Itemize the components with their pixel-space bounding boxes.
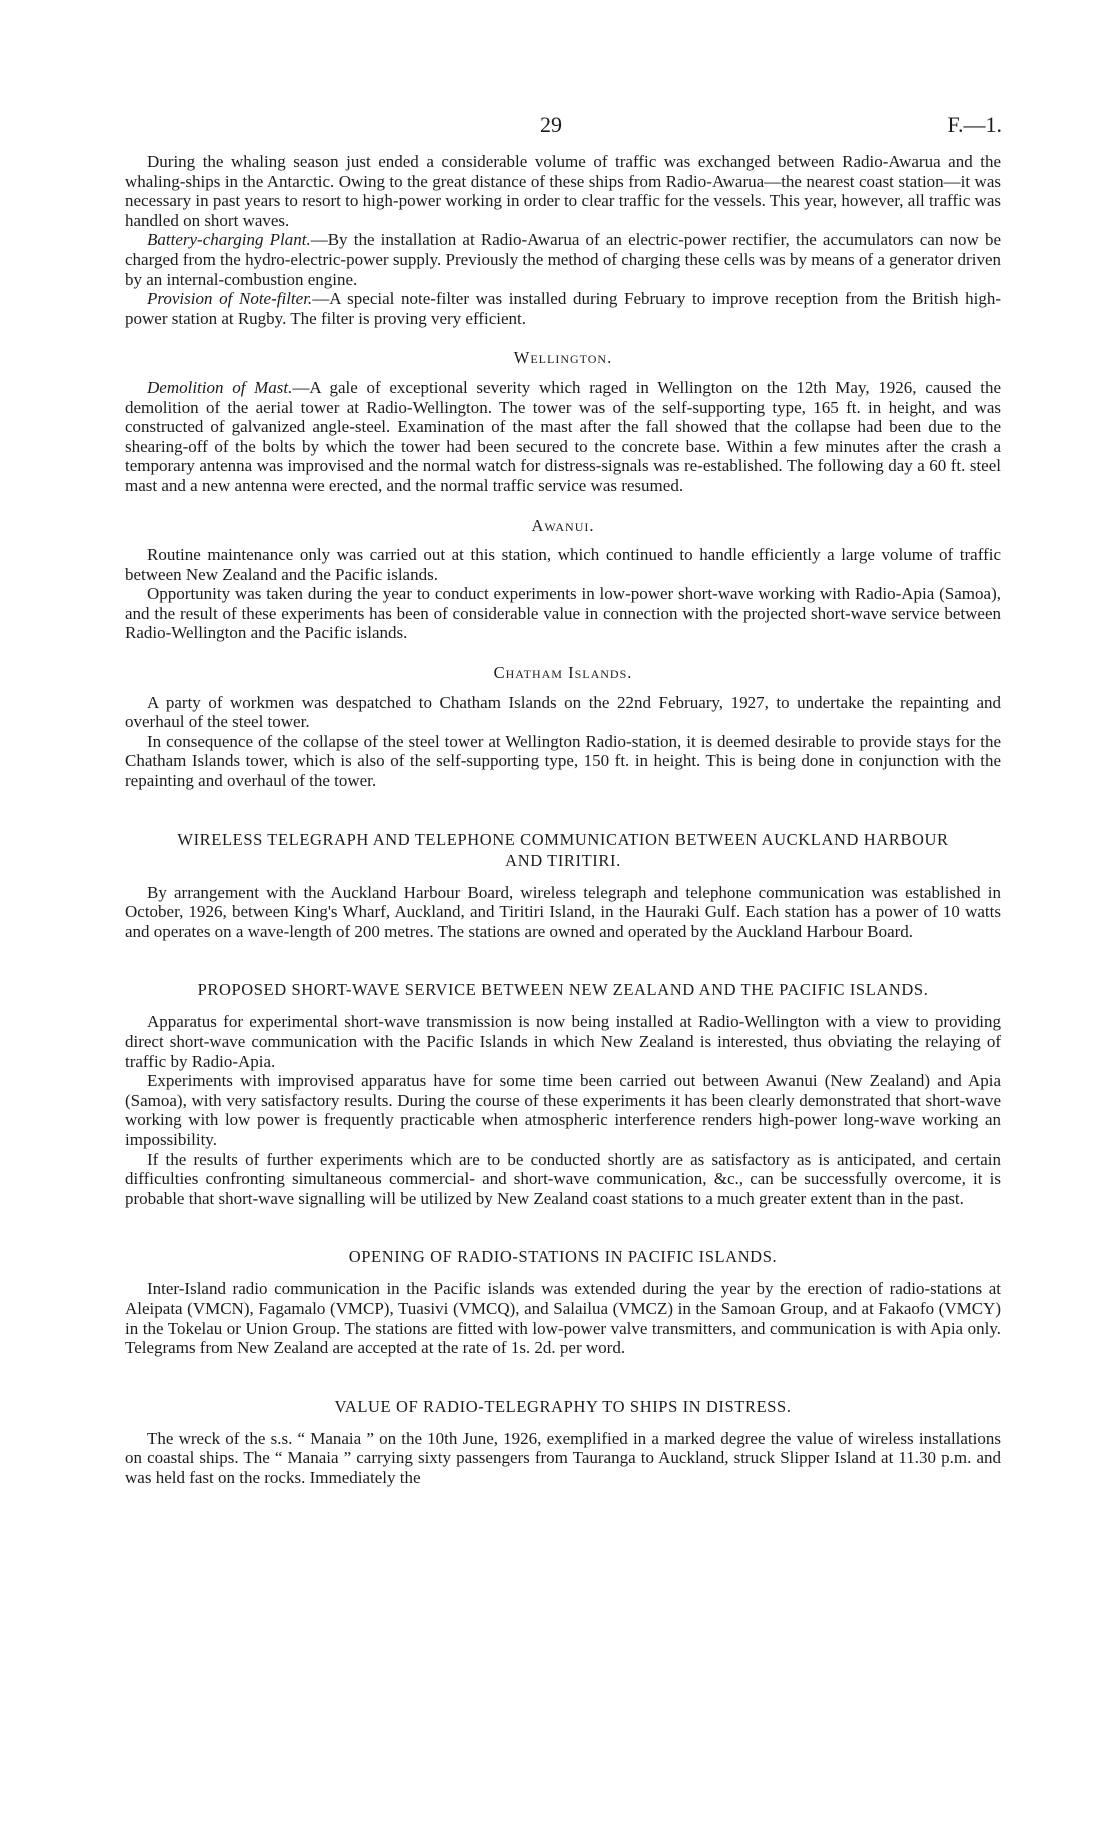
paragraph-pacific-stations: Inter-Island radio communication in the Pacific islands was extended during the year by the erection of radio-stations at Aleipata (VMCN), Fagamalo (VMCP), Tuasivi (VMCQ), and Salailua (VMCZ) in the Samoan Group, and at Fakaofo (VMCY) in the Tokelau or Union Group. The stations are fitted with low-power valve transmitters, and communication is with Apia only. Telegrams from New Zealand are accepted at the rate of 1s. 2d. per word. <box>125 1279 1001 1358</box>
heading-short-wave-service: PROPOSED SHORT-WAVE SERVICE BETWEEN NEW ZEALAND AND THE PACIFIC ISLANDS. <box>197 980 929 1000</box>
paragraph-short-wave-2: Experiments with improvised apparatus have for some time been carried out between Awanui (New Zealand) and Apia (Samoa), with very satisfactory results. During the course of these experiments it has been clearly demonstrated that short-wave working with low power is frequently practicable when atmospheric interference renders high-power long-wave working an impossibility. <box>125 1071 1001 1149</box>
heading-pacific-stations: OPENING OF RADIO-STATIONS IN PACIFIC ISLANDS. <box>348 1247 778 1267</box>
paragraph-battery-charging <box>125 230 1001 289</box>
paragraph-tiritiri: By arrangement with the Auckland Harbour Board, wireless telegraph and telephone communication was established in October, 1926, between King's Wharf, Auckland, and Tiritiri Island, in the Hauraki Gulf. Each station has a power of 10 watts and operates on a wave-length of 200 metres. The stations are owned and operated by the Auckland Harbour Board. <box>125 882 1001 941</box>
heading-awanui: Awanui. <box>531 515 595 535</box>
lead-note-filter: Provision of Note-filter. <box>147 289 313 309</box>
heading-wellington: Wellington. <box>513 348 613 368</box>
lead-battery-charging: Battery-charging Plant. <box>147 230 311 250</box>
paragraph-manaia-wreck: The wreck of the s.s. “ Manaia ” on the 10th June, 1926, exemplified in a marked degree the value of wireless installations on coastal ships. The “ Manaia ” carrying sixty passengers from Tauranga to Auckland, struck Slipper Island at 11.30 p.m. and was held fast on the rocks. Immediately the <box>125 1428 1001 1487</box>
text-battery-charging: —By the installation at Radio-Awarua of an electric-power rectifier, the accumulators can now be charged from the hydro-electric-power supply. Previously the method of charging these cells was by means of a generator driven by an internal-combustion engine. <box>125 230 1001 289</box>
paragraph-awanui-2: Opportunity was taken during the year to conduct experiments in low-power short-wave working with Radio-Apia (Samoa), and the result of these experiments has been of considerable value in connection with the projected short-wave service between Radio-Wellington and the Pacific islands. <box>125 584 1001 643</box>
paragraph-short-wave-1: Apparatus for experimental short-wave transmission is now being installed at Radio-Wellington with a view to providing direct short-wave communication with the Pacific Islands in which New Zealand is interested, thus obviating the relaying of traffic by Radio-Apia. <box>125 1012 1001 1071</box>
text-note-filter: —A special note-filter was installed during February to improve reception from the British high-power station at Rugby. The filter is proving very efficient. <box>125 289 1001 328</box>
paragraph-chatham-2: In consequence of the collapse of the steel tower at Wellington Radio-station, it is deemed desirable to provide stays for the Chatham Islands tower, which is also of the self-supporting type, 150 ft. in height. This is being done in conjunction with the repainting and overhaul of the tower. <box>125 731 1001 791</box>
lead-demolition-of-mast: Demolition of Mast. <box>147 377 293 397</box>
paragraph-short-wave-3: If the results of further experiments which are to be conducted shortly are as satisfactory as is anticipated, and certain difficulties confronting simultaneous commercial- and short-wave communication, &c., can be successfully overcome, it is probable that short-wave signalling will be utilized by New Zealand coast stations to a much greater extent than in the past. <box>125 1149 1001 1208</box>
paragraph-awanui-1: Routine maintenance only was carried out at this station, which continued to handle efficiently a large volume of traffic between New Zealand and the Pacific islands. <box>125 545 1001 584</box>
heading-tiritiri: WIRELESS TELEGRAPH AND TELEPHONE COMMUNICATION BETWEEN AUCKLAND HARBOUR AND TIRITIRI. <box>177 829 949 870</box>
paragraph-demolition-of-mast <box>125 378 1001 496</box>
heading-ships-in-distress: VALUE OF RADIO-TELEGRAPHY TO SHIPS IN DISTRESS. <box>334 1396 792 1416</box>
page-number: 29 <box>540 112 562 137</box>
document-body <box>125 152 1001 1488</box>
paragraph-note-filter <box>125 289 1001 328</box>
page-header <box>0 112 1114 142</box>
heading-chatham-islands: Chatham Islands. <box>493 663 633 683</box>
paragraph-chatham-1: A party of workmen was despatched to Chatham Islands on the 22nd February, 1927, to undertake the repainting and overhaul of the steel tower. <box>125 692 1001 732</box>
text-demolition-of-mast: —A gale of exceptional severity which raged in Wellington on the 12th May, 1926, caused the demolition of the aerial tower at Radio-Wellington. The tower was of the self-supporting type, 165 ft. in height, and was constructed of galvanized angle-steel. Examination of the mast after the fall showed that the collapse had been due to the shearing-off of the bolts by which the tower had been secured to the concrete base. Within a few minutes after the crash a temporary antenna was improvised and the normal watch for distress-signals was re-established. The following day a 60 ft. steel mast and a new antenna were erected, and the normal traffic service was resumed. <box>125 377 1002 495</box>
paragraph-whaling: During the whaling season just ended a considerable volume of traffic was exchanged between Radio-Awarua and the whaling-ships in the Antarctic. Owing to the great distance of these ships from Radio-Awarua—the nearest coast station—it was necessary in past years to resort to high-power working in order to clear traffic for the vessels. This year, however, all traffic was handled on short waves. <box>125 152 1001 230</box>
report-code: F.—1. <box>947 112 1002 137</box>
